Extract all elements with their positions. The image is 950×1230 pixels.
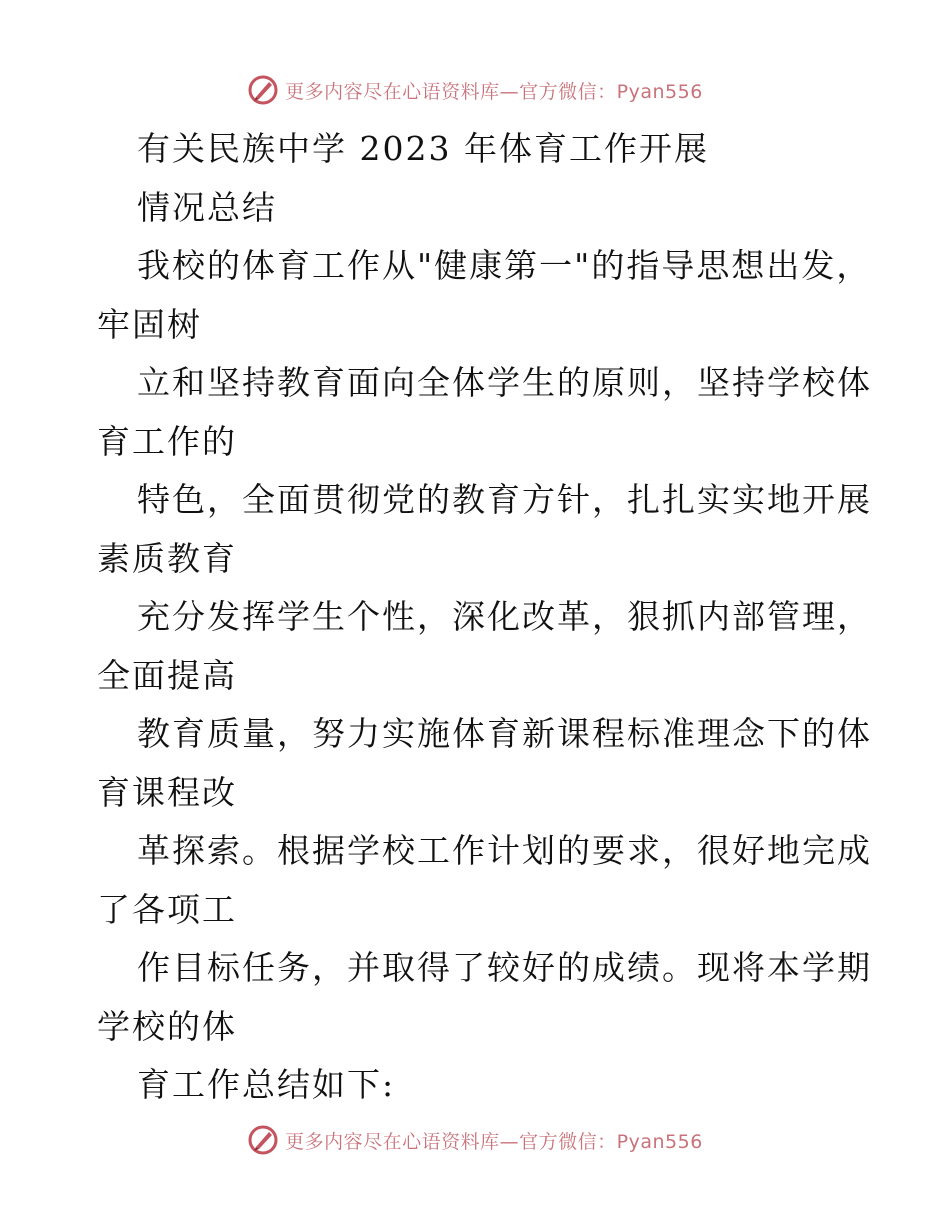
paragraph-line: 我校的体育工作从"健康第一"的指导思想出发， [137, 246, 872, 285]
paragraph-line: 育工作的 [97, 421, 237, 461]
watermark-text: 更多内容尽在心语资料库—官方微信：Pyan556 [285, 80, 703, 103]
quill-logo-icon [247, 74, 279, 106]
paragraph-line: 学校的体 [97, 1006, 237, 1046]
paragraph-line: 特色，全面贯彻党的教育方针，扎扎实实地开展 [137, 480, 872, 519]
document-title-line: 有关民族中学 2023 年体育工作开展 [137, 129, 709, 168]
quill-logo-icon [247, 1124, 279, 1156]
paragraph-line: 教育质量，努力实施体育新课程标准理念下的体 [137, 714, 872, 753]
paragraph-line: 育工作总结如下: [137, 1065, 396, 1104]
document-title-line: 情况总结 [137, 187, 277, 227]
watermark-text: 更多内容尽在心语资料库—官方微信：Pyan556 [285, 1130, 703, 1153]
paragraph-line: 素质教育 [97, 538, 237, 578]
paragraph-line: 牢固树 [97, 304, 202, 344]
footer-watermark [0, 1120, 950, 1160]
paragraph-line: 立和坚持教育面向全体学生的原则，坚持学校体 [137, 363, 872, 402]
paragraph-line: 全面提高 [97, 655, 237, 695]
paragraph-line: 充分发挥学生个性，深化改革，狠抓内部管理， [137, 597, 872, 636]
paragraph-line: 了各项工 [97, 889, 237, 929]
header-watermark [0, 70, 950, 110]
paragraph-line: 革探索。根据学校工作计划的要求，很好地完成 [137, 831, 872, 870]
document-body [97, 120, 872, 1115]
paragraph-line: 育课程改 [97, 772, 237, 812]
paragraph-line: 作目标任务，并取得了较好的成绩。现将本学期 [137, 948, 872, 987]
